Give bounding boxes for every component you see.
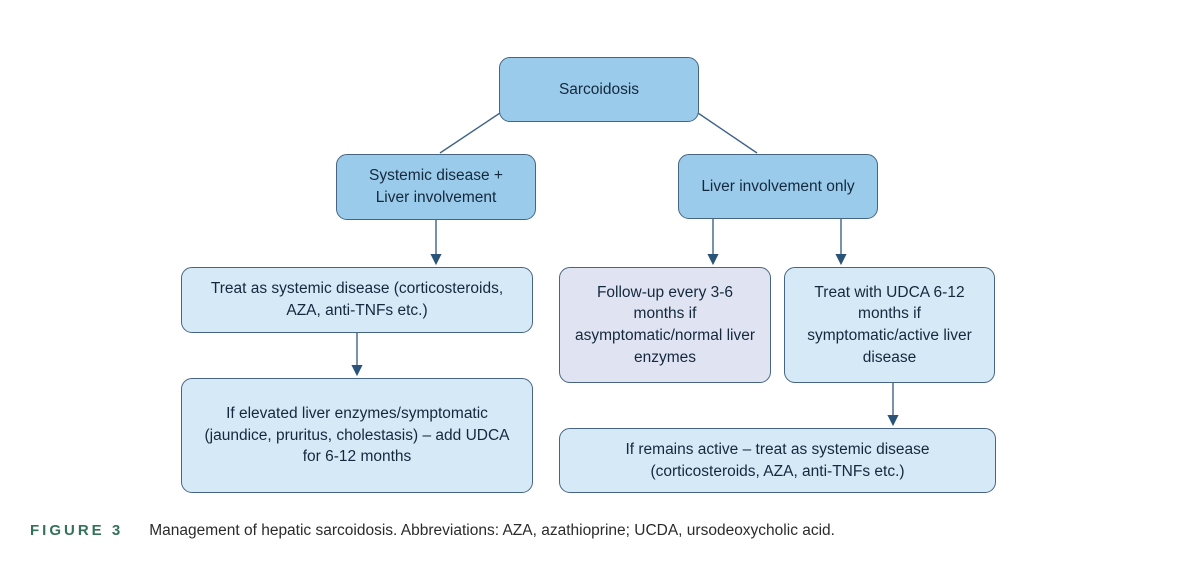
node-label-systemic-liver: Systemic disease + Liver involvement (369, 167, 503, 206)
flowchart-node-follow-up (559, 267, 771, 383)
flowchart-node-treat-systemic (181, 267, 533, 333)
connector-sarcoidosis-systemic (440, 111, 503, 153)
node-label-follow-up: Follow-up every 3-6 months if asymptomatic/normal liver enzymes (574, 283, 756, 366)
node-label-treat-udca: Treat with UDCA 6-12 months if symptomatic/active liver disease (807, 283, 972, 366)
figure-caption-text: Management of hepatic sarcoidosis. Abbreviations: AZA, azathioprine; UCDA, ursodeoxycholic acid. (149, 522, 835, 539)
flowchart-node-remains-active (559, 428, 996, 493)
node-label-sarcoidosis: Sarcoidosis (558, 80, 640, 98)
flowchart-node-treat-udca (784, 267, 995, 383)
connector-sarcoidosis-liver-only (695, 111, 757, 153)
node-label-treat-systemic: Treat as systemic disease (corticosteroids, AZA, anti-TNFs etc.) (210, 280, 504, 319)
flowchart-node-elevated-enzymes (181, 378, 533, 493)
node-label-elevated-enzymes: If elevated liver enzymes/symptomatic (jaundice, pruritus, cholestasis) – add UDCA for 6-12 months (204, 404, 510, 466)
node-label-remains-active: If remains active – treat as systemic disease (corticosteroids, AZA, anti-TNFs etc.) (625, 440, 930, 480)
node-label-liver-only: Liver involvement only (701, 177, 855, 195)
figure-caption-label: FIGURE 3 (30, 522, 124, 539)
flowchart-node-liver-only (678, 154, 878, 219)
figure-caption (30, 522, 1150, 540)
flowchart-node-systemic-liver (336, 154, 536, 220)
flowchart-node-sarcoidosis (499, 57, 699, 122)
